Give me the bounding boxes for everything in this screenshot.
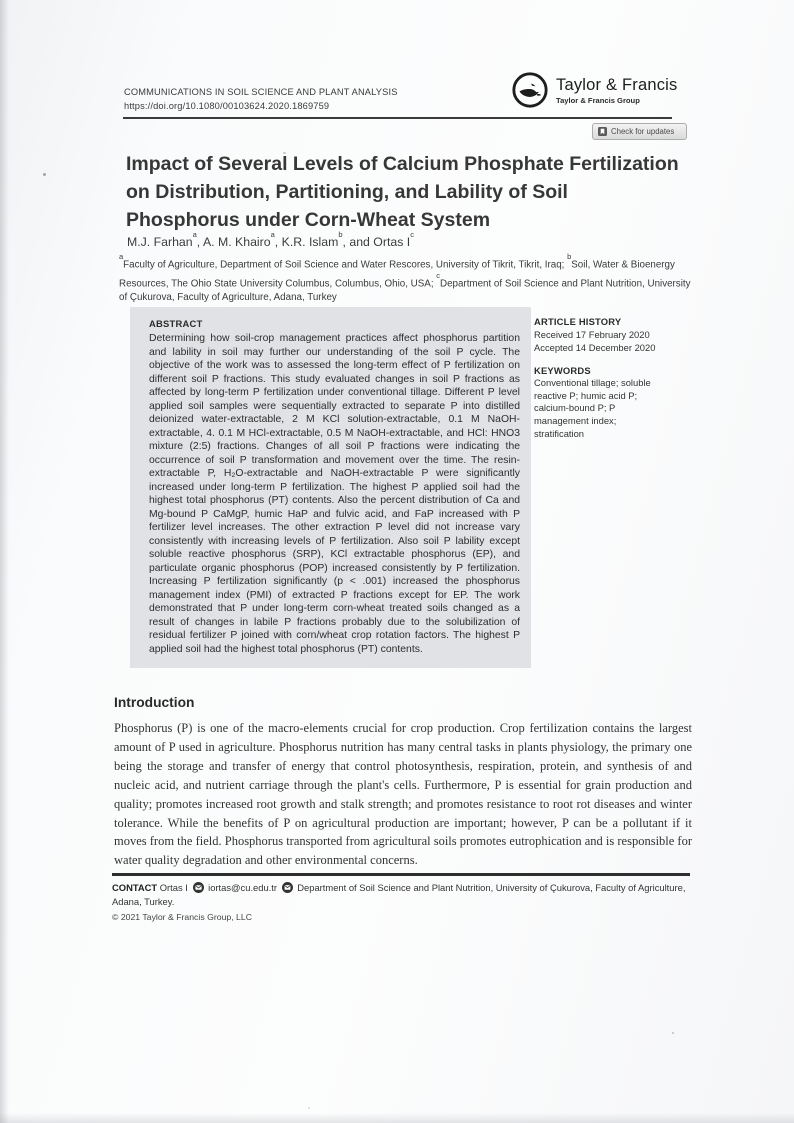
article-history-label: ARTICLE HISTORY <box>534 316 622 327</box>
author: K.R. Islam <box>281 235 339 250</box>
contact-block <box>112 881 690 909</box>
author-affil-mark: b <box>338 230 343 239</box>
journal-title: COMMUNICATIONS IN SOIL SCIENCE AND PLANT ANALYSIS <box>124 87 398 97</box>
authors <box>127 230 414 250</box>
crossmark-icon <box>598 127 607 136</box>
author: A. M. Khairo <box>202 235 271 250</box>
abstract-label: ABSTRACT <box>149 318 203 329</box>
affiliations <box>119 254 691 306</box>
received-date: Received 17 February 2020 <box>534 329 650 340</box>
affil-mark: a <box>119 252 124 261</box>
journal-header <box>124 86 398 113</box>
taylor-francis-lamp-icon <box>511 71 549 109</box>
affil-mark: c <box>436 270 441 280</box>
check-for-updates-button[interactable] <box>592 123 687 140</box>
author: M.J. Farhan <box>127 235 193 250</box>
publisher-logo-text <box>556 76 677 105</box>
publisher-group: Taylor & Francis Group <box>556 95 640 105</box>
scan-speck <box>43 173 46 176</box>
scan-edge-shadow-bottom <box>0 1113 794 1123</box>
affiliation: Faculty of Agriculture, Department of Soil Science and Water Rescores, University of Tikrit, Tikrit, Iraq; <box>123 259 568 271</box>
contact-label: CONTACT <box>112 882 158 893</box>
footer-divider <box>112 873 690 876</box>
author-separator: , <box>274 235 282 250</box>
publisher-logo <box>511 71 677 109</box>
publisher-name: Taylor & Francis <box>556 75 678 94</box>
author-affil-mark: a <box>270 230 275 239</box>
accepted-date: Accepted 14 December 2020 <box>534 342 656 353</box>
contact-address: Department of Soil Science and Plant Nutrition, University of Çukurova, Faculty of Agriculture, Adana, Turkey. <box>112 882 686 907</box>
header-divider <box>123 117 672 119</box>
author: Ortas I <box>373 235 411 250</box>
author-affil-mark: a <box>192 230 197 239</box>
author-separator: , and <box>342 235 374 250</box>
abstract-box <box>130 307 531 668</box>
affiliation: Department of Soil Science and Plant Nutrition, University of Çukurova, Faculty of Agriculture, Adana, Turkey <box>119 277 691 304</box>
check-for-updates-label: Check for updates <box>611 127 675 136</box>
author-separator: , <box>196 235 203 250</box>
article-meta-sidebar <box>534 315 684 441</box>
scan-edge-shadow-left <box>0 0 9 1123</box>
author-affil-mark: c <box>410 230 414 239</box>
address-icon <box>282 882 293 893</box>
contact-email: iortas@cu.edu.tr <box>208 882 278 893</box>
doi-link: https://doi.org/10.1080/00103624.2020.1869759 <box>124 100 330 111</box>
contact-name: Ortas I <box>159 882 188 893</box>
scan-speck <box>672 1032 674 1034</box>
article-title: Impact of Several Levels of Calcium Phosphate Fertilization on Distribution, Partitioning, and Lability of Soil Phosphorus under Corn-Wheat System <box>126 153 679 231</box>
affiliation: Soil, Water & Bioenergy Resources, The Ohio State University Columbus, Columbus, Ohio, USA; <box>119 259 675 289</box>
affil-mark: b <box>567 252 572 261</box>
email-icon <box>193 882 204 893</box>
scan-speck <box>308 1107 310 1109</box>
introduction-paragraph: Phosphorus (P) is one of the macro-elements crucial for crop production. Crop fertilization contains the largest amount of P used in agriculture. Phosphorus nutrition has many central tasks in plants physiology, the primary one being the storage and transfer of energy that control photosynthesis, respiration, protein, and synthesis of and nucleic acid, and nutrient carriage through the plant's cells. Furthermore, P is essential for grain production and quality; promotes increased root growth and stalk strength; and promotes resistance to root rot diseases and winter tolerance. While the benefits of P on agricultural production are important; however, P can be a pollutant if it moves from the field. Phosphorus transported from agricultural soils promotes eutrophication and is responsible for water quality degradation and other environmental concerns. <box>114 721 693 868</box>
keywords-label: KEYWORDS <box>534 365 591 376</box>
abstract-text: Determining how soil-crop management practices affect phosphorus partition and lability in soil may further our understanding of the soil P cycle. The objective of the work was to assessed the long-term effect of P fertilization on different soil P fractions. This study evaluated changes in soil P fractions as affected by long-term P fertilization under conventional tillage. Different P level applied soil samples were sequentially extracted to separate P into distilled deionized water-extractable, 2 M KCl solution-extractable, 0.1 M NaOH-extractable, 4. 0.1 M HCl-extractable, 0.5 M NaOH-extractable, and HCl: HNO3 mixture (2:5) fractions. Changes of all soil P fractions were indicating the occurrence of soil P transformation and movement over the time. The resin-extractable P, H₂O-extractable and NaOH-extractable P were significantly increased under long-term P fertilization. The highest P applied soil had the highest total phosphorus (PT) contents. Also the percent distribution of Ca and Mg-bound P CaMgP, humic HaP and fulvic acid, and FaP increased with P fertilizer level increases. The other extraction P level did not increase vary consistently with increasing levels of P fertilization. Also soil P lability except soluble reactive phosphorus (SRP), KCl extractable phosphorus (EP), and particulate organic phosphorus (POP) increased consistently by P fertilization. Increasing P fertilization significantly (p < .001) increased the phosphorus management index (PMI) of extracted P fractions except for EP. The work demonstrated that P under long-term corn-wheat treated soils changed as a result of changes in labile P fractions probably due to the solubilization of residual fertilizer P joined with corn/wheat crop rotation factors. The highest P applied soil had the highest total phosphorus (PT) contents. <box>149 333 520 655</box>
introduction-heading: Introduction <box>114 695 195 710</box>
keywords-text: Conventional tillage; soluble reactive P; humic acid P; calcium-bound P; P management index; stratification <box>534 377 651 439</box>
copyright-line: © 2021 Taylor & Francis Group, LLC <box>112 912 252 922</box>
